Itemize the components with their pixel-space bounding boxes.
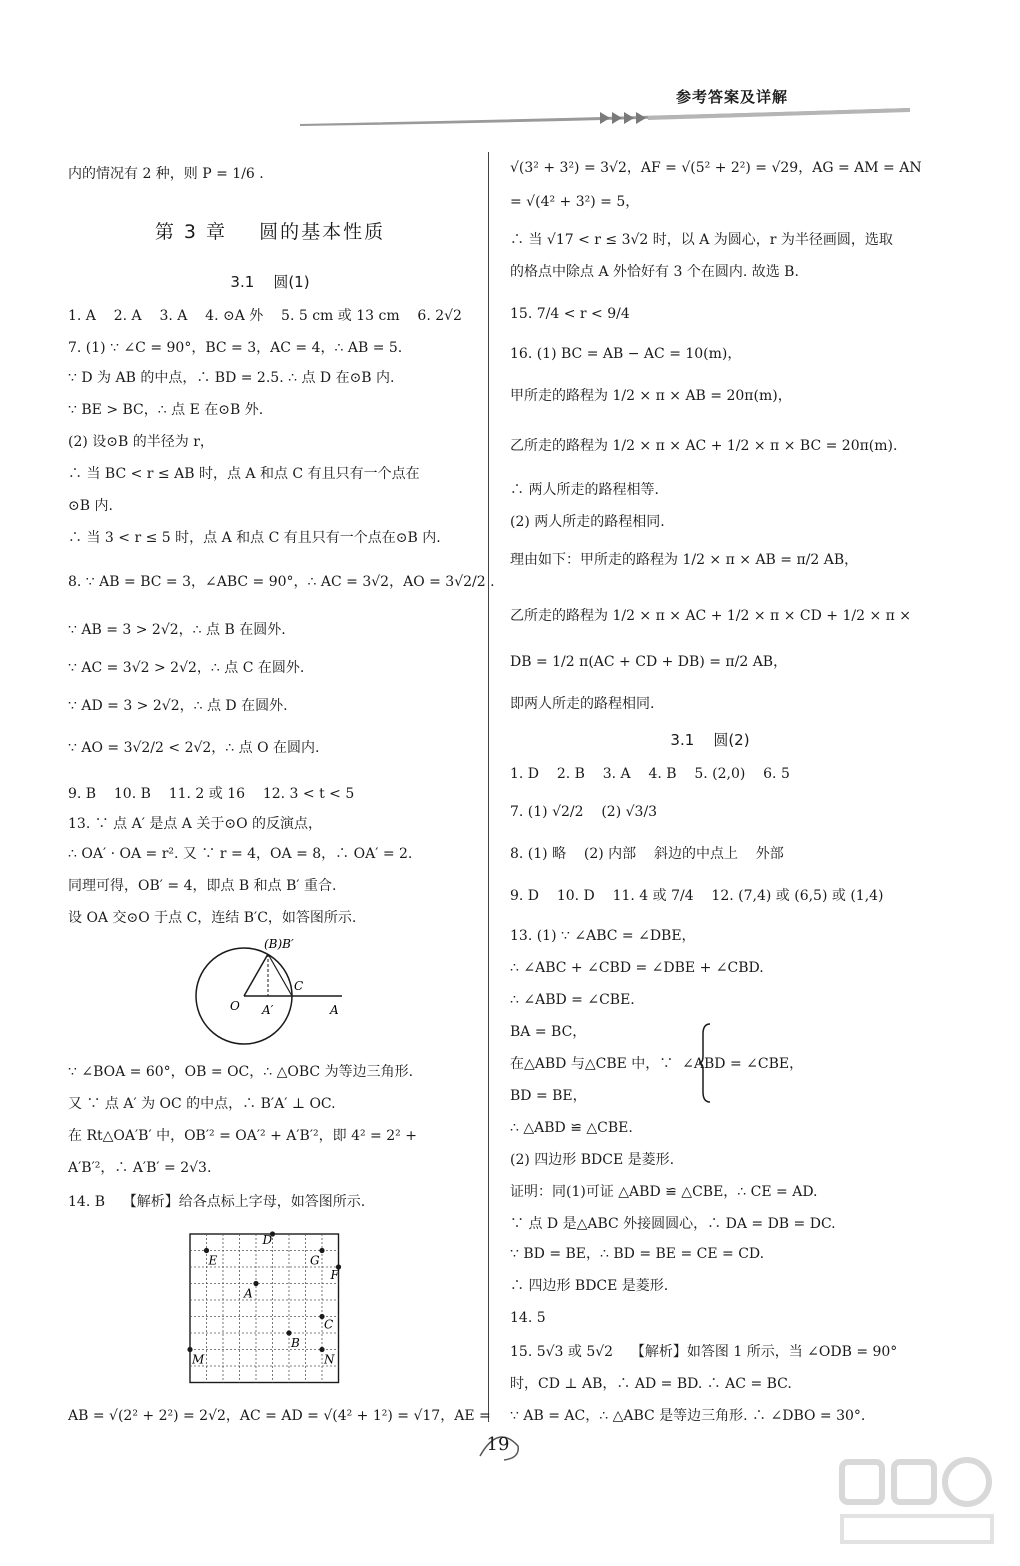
left-column-line: ∴ OA′ · OA = r². 又 ∵ r = 4，OA = 8，∴ OA′ = 2. bbox=[68, 846, 413, 862]
right-column-line: 乙所走的路程为 1/2 × π × AC + 1/2 × π × CD + 1/2 × π × bbox=[510, 608, 912, 624]
fig1-label-a1: A′ bbox=[262, 1003, 274, 1017]
right-column-line: 在△ABD 与△CBE 中，∵ ∠ABD = ∠CBE， bbox=[510, 1056, 804, 1072]
grid-point-label: E bbox=[208, 1253, 218, 1268]
right-column-line: 8. (1) 略 (2) 内部 斜边的中点上 外部 bbox=[510, 846, 784, 862]
page-number-badge bbox=[474, 1428, 522, 1464]
left-column-line: 1. A 2. A 3. A 4. ⊙A 外 5. 5 cm 或 13 cm 6. 2√2 bbox=[68, 308, 462, 324]
grid-point-label: B bbox=[291, 1336, 300, 1350]
left-column-line: ∵ AB = 3 > 2√2，∴ 点 B 在圆外. bbox=[68, 622, 286, 638]
fig1-label-a: A bbox=[330, 1003, 339, 1017]
fig1-label-c: C bbox=[294, 979, 304, 993]
right-column-line: 时，CD ⊥ AB，∴ AD = BD. ∴ AC = BC. bbox=[510, 1376, 792, 1392]
right-column-line: BD = BE， bbox=[510, 1088, 587, 1104]
right-column-line: ∵ 点 D 是△ABC 外接圆圆心，∴ DA = DB = DC. bbox=[510, 1216, 836, 1232]
left-column-line: 同理可得，OB′ = 4，即点 B 和点 B′ 重合. bbox=[68, 878, 337, 894]
right-column-line: 证明：同(1)可证 △ABD ≌ △CBE，∴ CE = AD. bbox=[510, 1184, 818, 1200]
grid-point bbox=[286, 1330, 291, 1335]
left-column-line: ∵ AO = 3√2/2 < 2√2，∴ 点 O 在圆内. bbox=[68, 740, 320, 756]
right-column-line: 甲所走的路程为 1/2 × π × AB = 20π(m)， bbox=[510, 388, 792, 404]
left-column-line: 设 OA 交⊙O 于点 C，连结 B′C，如答图所示. bbox=[68, 910, 357, 926]
right-column-line: ∴ 两人所走的路程相等. bbox=[510, 482, 659, 498]
grid-point bbox=[319, 1248, 324, 1253]
right-column-line: (2) 两人所走的路程相同. bbox=[510, 514, 665, 530]
right-column-line: DB = 1/2 π(AC + CD + DB) = π/2 AB， bbox=[510, 654, 788, 670]
left-column-line: ∴ 当 3 < r ≤ 5 时，点 A 和点 C 有且只有一个点在⊙B 内. bbox=[68, 530, 441, 546]
right-column-line: BA = BC， bbox=[510, 1024, 587, 1040]
right-column-line: (2) 四边形 BDCE 是菱形. bbox=[510, 1152, 675, 1168]
right-column-line: 14. 5 bbox=[510, 1310, 546, 1326]
grid-point bbox=[319, 1347, 324, 1352]
grid-point bbox=[253, 1281, 258, 1286]
right-column-line: ∵ BD = BE，∴ BD = BE = CE = CD. bbox=[510, 1246, 765, 1262]
right-column-line: 15. 7/4 < r < 9/4 bbox=[510, 306, 630, 322]
right-column-line: 1. D 2. B 3. A 4. B 5. (2,0) 6. 5 bbox=[510, 766, 790, 782]
left-column-line: 内的情况有 2 种，则 P = 1/6 . bbox=[68, 166, 264, 182]
left-column-line: 3.1 圆(1) bbox=[230, 273, 310, 291]
grid-point-label: D bbox=[262, 1233, 273, 1247]
right-column-line: ∴ ∠ABC + ∠CBD = ∠DBE + ∠CBD. bbox=[510, 960, 764, 976]
left-column-line: A′B′²，∴ A′B′ = 2√3. bbox=[68, 1160, 212, 1176]
left-column-line: 又 ∵ 点 A′ 为 OC 的中点，∴ B′A′ ⊥ OC. bbox=[68, 1096, 336, 1112]
right-column-line: = √(4² + 3²) = 5， bbox=[510, 194, 640, 210]
left-column-line: ∵ AC = 3√2 > 2√2，∴ 点 C 在圆外. bbox=[68, 660, 305, 676]
circle-figure bbox=[192, 926, 352, 1046]
right-column-line: 乙所走的路程为 1/2 × π × AC + 1/2 × π × BC = 20π(m). bbox=[510, 438, 898, 454]
grid-point-label: G bbox=[310, 1253, 320, 1268]
left-column-line: 14. B 【解析】给各点标上字母，如答图所示. bbox=[68, 1194, 366, 1210]
left-column-line: 13. ∵ 点 A′ 是点 A 关于⊙O 的反演点， bbox=[68, 816, 323, 832]
right-column-line: 15. 5√3 或 5√2 【解析】如答图 1 所示，当 ∠ODB = 90° bbox=[510, 1344, 898, 1360]
right-column-line: ∵ AB = AC，∴ △ABC 是等边三角形. ∴ ∠DBO = 30°. bbox=[510, 1408, 866, 1424]
right-column-line: ∴ △ABD ≌ △CBE. bbox=[510, 1120, 633, 1136]
left-column-line: ∵ D 为 AB 的中点，∴ BD = 2.5. ∴ 点 D 在⊙B 内. bbox=[68, 370, 395, 386]
left-column-line: ∵ AD = 3 > 2√2，∴ 点 D 在圆外. bbox=[68, 698, 288, 714]
header-rule bbox=[300, 104, 910, 130]
left-column-line: AB = √(2² + 2²) = 2√2，AC = AD = √(4² + 1²) = √17，AE = bbox=[68, 1408, 491, 1424]
right-column-line: 理由如下：甲所走的路程为 1/2 × π × AB = π/2 AB， bbox=[510, 552, 859, 568]
left-column-line: ∴ 当 BC < r ≤ AB 时，点 A 和点 C 有且只有一个点在 bbox=[68, 466, 420, 482]
right-column-line: √(3² + 3²) = 3√2，AF = √(5² + 2²) = √29，AG = AM = AN bbox=[510, 160, 922, 176]
page-number: 19 bbox=[486, 1434, 510, 1455]
right-column-line: ∴ 当 √17 < r ≤ 3√2 时，以 A 为圆心，r 为半径画圆，选取 bbox=[510, 232, 893, 248]
left-column-line: 在 Rt△OA′B′ 中，OB′² = OA′² + A′B′²，即 4² = 2² + bbox=[68, 1128, 417, 1144]
fig1-label-bb1: (B)B′ bbox=[264, 937, 294, 951]
watermark-logo bbox=[832, 1442, 1002, 1552]
column-divider bbox=[488, 152, 489, 1422]
right-column-line: 3.1 圆(2) bbox=[670, 731, 750, 749]
grid-point-label: A bbox=[244, 1286, 253, 1301]
header-title: 参考答案及详解 bbox=[676, 88, 789, 106]
right-column-line: ∴ ∠ABD = ∠CBE. bbox=[510, 992, 635, 1008]
grid-point-label: M bbox=[192, 1352, 205, 1367]
right-column-line: ∴ 四边形 BDCE 是菱形. bbox=[510, 1278, 669, 1294]
right-column-line: 9. D 10. D 11. 4 或 7/4 12. (7,4) 或 (6,5) 或 (1,4) bbox=[510, 888, 884, 904]
left-column-line: ∵ BE > BC，∴ 点 E 在⊙B 外. bbox=[68, 402, 264, 418]
left-column-line: ∵ ∠BOA = 60°，OB = OC，∴ △OBC 为等边三角形. bbox=[68, 1064, 414, 1080]
right-column-line: 的格点中除点 A 外恰好有 3 个在圆内. 故选 B. bbox=[510, 264, 799, 280]
grid-point-label: N bbox=[324, 1352, 335, 1367]
left-column-line: 第 3 章 圆的基本性质 bbox=[154, 221, 386, 243]
left-column-line: 8. ∵ AB = BC = 3，∠ABC = 90°，∴ AC = 3√2，AO = 3√2/2 . bbox=[68, 574, 495, 590]
grid-figure bbox=[186, 1230, 356, 1390]
right-column-line: 16. (1) BC = AB − AC = 10(m)， bbox=[510, 346, 742, 362]
grid-point-label: C bbox=[324, 1317, 334, 1332]
left-column-line: (2) 设⊙B 的半径为 r， bbox=[68, 434, 214, 450]
left-column-line: 7. (1) ∵ ∠C = 90°，BC = 3，AC = 4，∴ AB = 5. bbox=[68, 340, 403, 356]
fig1-label-o: O bbox=[230, 999, 240, 1013]
right-column-line: 7. (1) √2/2 (2) √3/3 bbox=[510, 804, 658, 820]
right-column-line: 即两人所走的路程相同. bbox=[510, 696, 655, 712]
left-column-line: 9. B 10. B 11. 2 或 16 12. 3 < t < 5 bbox=[68, 786, 355, 802]
grid-point-label: F bbox=[330, 1268, 339, 1282]
grid-point bbox=[187, 1347, 192, 1352]
left-column-line: ⊙B 内. bbox=[68, 498, 113, 514]
grid-point bbox=[204, 1248, 209, 1253]
right-column-line: 13. (1) ∵ ∠ABC = ∠DBE， bbox=[510, 928, 696, 944]
